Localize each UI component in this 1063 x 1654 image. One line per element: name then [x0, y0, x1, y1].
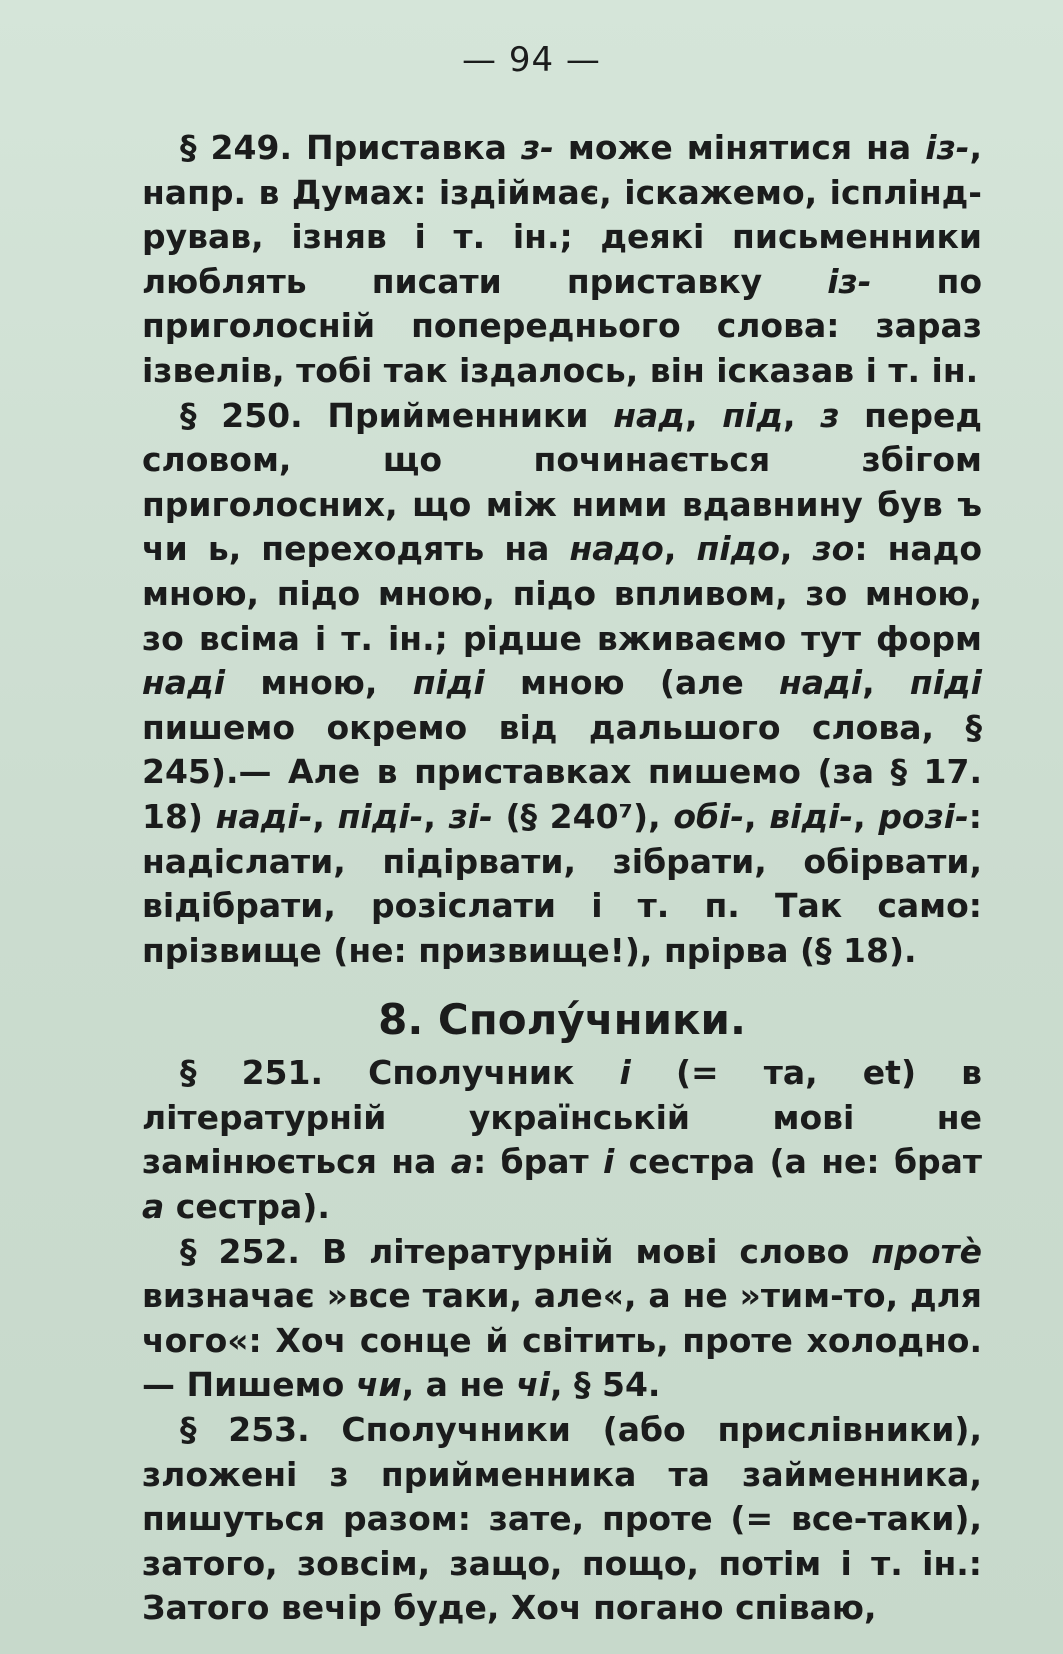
text-run: § 249. Приставка: [180, 128, 521, 167]
italic-text: чі: [516, 1365, 550, 1405]
italic-text: із-: [925, 128, 970, 167]
page-number: — 94 —: [462, 40, 601, 80]
text-run: ,: [782, 395, 821, 435]
text-run: визначає »все таки, але«, а не »тим-то, для чого«: Хоч сонце й світить, проте холодно. — Пишемо: [142, 1276, 982, 1405]
text-run: (= та, et) в літературній українській мові не замінюється на: [142, 1053, 983, 1182]
text-run: сестра (а не: брат: [614, 1142, 982, 1182]
italic-text: піді-: [337, 796, 424, 836]
text-run: ,: [862, 663, 910, 703]
italic-text: із-: [827, 261, 872, 301]
italic-text: і: [602, 1142, 615, 1182]
text-run: , а не: [401, 1365, 517, 1405]
text-run: перед словом, що починається збігом приголосних, що між ними вдавнину був ъ чи ь, переходять на: [142, 395, 982, 569]
italic-text: а: [450, 1142, 473, 1182]
text-run: ,: [744, 796, 770, 836]
text-run: : надіслати, підірвати, зібрати, обірвати, відібрати, розіслати і т. п. Так само: прізвище (не: призвище!), прірва (§ 18).: [142, 796, 982, 970]
italic-text: з: [820, 395, 840, 435]
italic-text: над: [613, 395, 685, 435]
text-run: ,: [779, 529, 813, 569]
text-run: § 252. В літературній мові слово: [180, 1231, 872, 1271]
italic-text: протѐ: [871, 1231, 982, 1271]
paragraph-253: [142, 1408, 982, 1631]
text-run: пишемо окремо від дальшого слова, § 245).— Але в приставках пишемо (за § 17. 18): [142, 707, 982, 836]
text-run: сестра).: [164, 1187, 330, 1227]
text-run: по приголосній попереднього слова: зараз ізвелів, тобі так іздалось, він ісказав і т. ін.: [142, 261, 982, 390]
text-run: , напр. в Думах: іздіймає, іскажемо, іспліндрував, ізняв і т. ін.; деякі письменники люблять писати приставку: [142, 128, 982, 301]
italic-text: чи: [355, 1365, 402, 1405]
text-run: : надо мною, підо мною, підо впливом, зо мною, зо всіма і т. ін.; рідше вживаємо тут форм: [142, 529, 982, 658]
italic-text: надо: [569, 529, 664, 569]
italic-text: зі-: [448, 796, 493, 836]
text-run: , § 54.: [550, 1365, 661, 1405]
text-run: § 250. Прийменники: [180, 395, 614, 435]
text-run: ,: [312, 796, 338, 836]
text-run: : брат: [472, 1142, 603, 1182]
italic-text: піді: [909, 663, 982, 703]
paragraph-251: [142, 1051, 982, 1229]
italic-text: піді: [412, 663, 485, 703]
text-run: ,: [423, 796, 449, 836]
paragraph-250: [142, 394, 982, 974]
text-run: ,: [684, 395, 723, 435]
italic-text: з-: [520, 128, 554, 167]
italic-text: під: [722, 395, 783, 435]
italic-text: зо: [812, 529, 855, 569]
paragraph-249: [142, 126, 982, 394]
text-run: ,: [663, 529, 697, 569]
italic-text: наді-: [215, 796, 313, 836]
italic-text: наді: [779, 663, 863, 703]
text-run: мною,: [225, 663, 413, 703]
text-run: (§ 240⁷),: [492, 796, 674, 836]
body-text: [142, 126, 982, 1631]
section-heading: 8. Сполу́чники.: [378, 995, 746, 1045]
text-run: § 251. Сполучник: [180, 1053, 620, 1093]
italic-text: підо: [696, 529, 780, 569]
paragraph-252: [142, 1230, 982, 1408]
italic-text: обі-: [673, 796, 745, 836]
italic-text: віді-: [769, 796, 854, 836]
italic-text: наді: [142, 663, 226, 703]
text-run: мною (але: [484, 663, 780, 703]
italic-text: а: [142, 1187, 165, 1227]
text-run: може мінятися на: [553, 128, 926, 167]
text-run: § 253. Сполучники (або прислівники), зложені з прийменника та займенника, пишуться разом: зате, проте (= все-таки), затого, зовсім, защо, пощо, потім і т. ін.: Затого вечір буде, Хоч погано співаю,: [142, 1410, 982, 1628]
italic-text: розі-: [878, 796, 969, 836]
text-run: ,: [853, 796, 879, 836]
italic-text: і: [619, 1053, 631, 1093]
